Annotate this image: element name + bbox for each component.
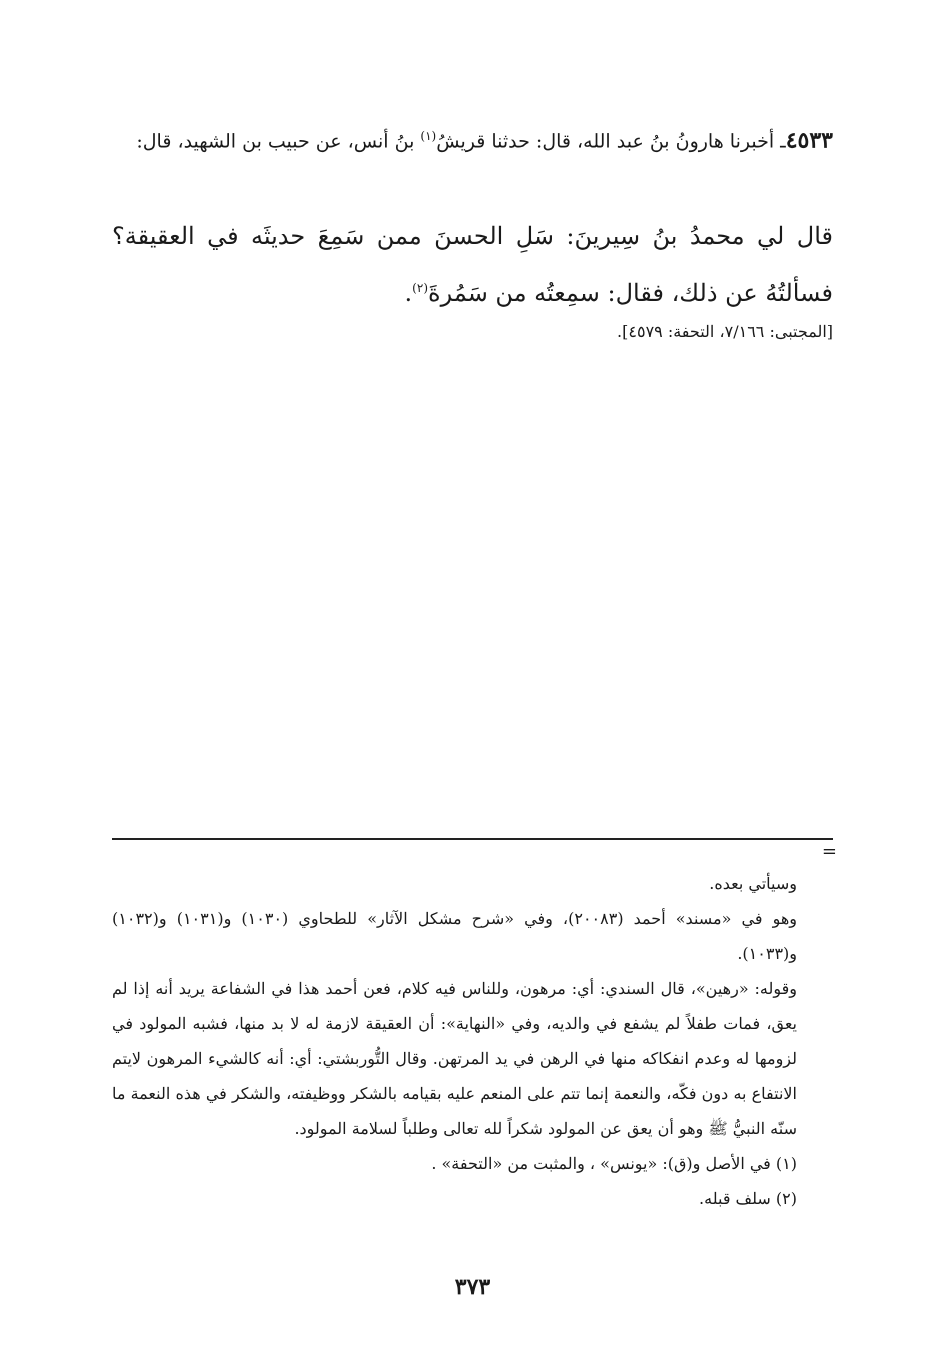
footnote-line: وسيأتي بعده. — [709, 874, 797, 893]
hadith-isnad — [112, 118, 833, 159]
footnote-2: (٢) سلف قبله. — [699, 1189, 797, 1208]
footnotes-section — [112, 866, 833, 1216]
isnad-text-part1: أخبرنا هارونُ بنُ عبد الله، قال: حدثنا قريشُ — [436, 130, 775, 153]
footnote-line: وهو في «مسند» أحمد (٢٠٠٨٣)، وفي «شرح مشكل الآثار» للطحاوي (١٠٣٠) و(١٠٣١) و(١٠٣٢) و(١٠٣٣). — [112, 909, 798, 963]
footnote-continuation-mark: = — [821, 841, 837, 862]
matn-end: . — [404, 279, 413, 307]
footnote-line: وقوله: «رهين»، قال السندي: أي: مرهون، وللناس فيه كلام، فعن أحمد هذا في الشفاعة يريد أنه إذا لم يعق، فمات طفلاً لم يشفع في والديه، وفي «النهاية»: أن العقيقة لازمة له لا بد منها، فشبه المولود في لزومها له وعدم انفكاكه منها في الرهن في يد المرتهن. وقال التُّوربشتي: أي: أنه كالشيء المرهون لايتم الانتفاع به دون فكّه، والنعمة إنما تتم على المنعم عليه بقيامه بالشكر ووظيفته، والشكر في هذه النعمة ما سنّه النبيُّ ﷺ وهو أن يعق عن المولود شكراً لله تعالى وطلباً لسلامة المولود. — [112, 979, 797, 1138]
hadith-reference: [المجتبى: ٧/١٦٦، التحفة: ٤٥٧٩]. — [617, 322, 833, 341]
footnote-marker-2[interactable]: (٢) — [412, 281, 428, 295]
page-number: ٣٧٣ — [454, 1274, 491, 1300]
hadith-dash: ـ — [780, 130, 786, 153]
hadith-number: ٤٥٣٣ — [785, 127, 833, 154]
footnote-divider — [112, 838, 833, 840]
matn-text: قال لي محمدُ بنُ سِيرينَ: سَلِ الحسنَ ممن سَمِعَ حديثَه في العقيقة؟ فسألتُهُ عن ذلك، فقال: سمِعتُه من سَمُرةَ — [112, 222, 833, 307]
hadith-matn — [112, 210, 833, 319]
isnad-text-part2: بنُ أنس، عن حبيب بن الشهيد، قال: — [136, 130, 415, 153]
footnote-1: (١) في الأصل و(ق): «يونس» ، والمثبت من «التحفة» . — [431, 1154, 797, 1173]
footnote-marker-1[interactable]: (١) — [420, 129, 437, 143]
